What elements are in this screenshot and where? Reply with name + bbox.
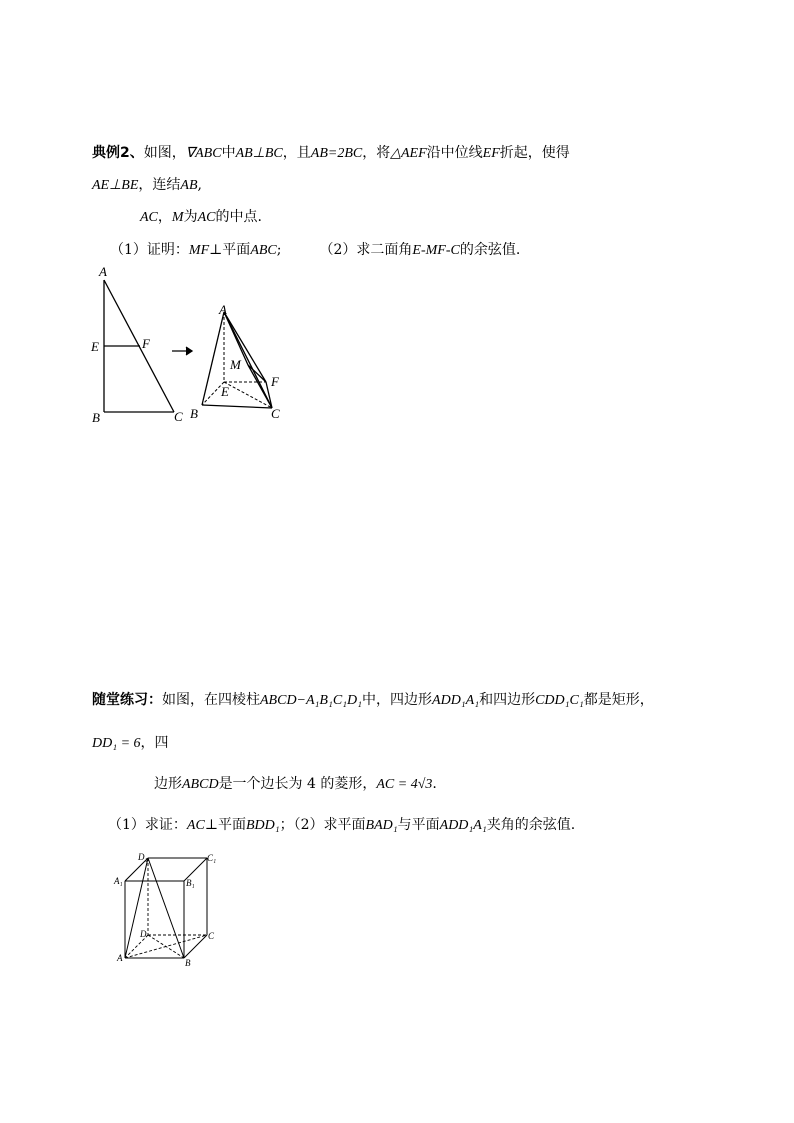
text: 如图，: [143, 145, 186, 161]
text: .: [432, 776, 437, 792]
example2-questions: [110, 240, 520, 261]
label-A: A: [117, 953, 123, 963]
label-E: E: [91, 339, 99, 354]
text: ;: [276, 242, 282, 258]
label-B1: B₁: [186, 878, 195, 888]
math: MF: [188, 243, 210, 258]
text: （1）证明：: [110, 242, 189, 258]
label-A2: A: [219, 302, 227, 317]
text: 为: [183, 209, 198, 225]
practice-questions: [108, 815, 575, 836]
math: AB: [180, 178, 198, 193]
math: AC: [186, 818, 205, 833]
math: AC: [197, 210, 216, 225]
math: CDD₁C₁: [535, 693, 584, 708]
math: DD₁ = 6: [92, 736, 141, 751]
label-F2: F: [271, 374, 279, 389]
text: ，连结: [138, 177, 181, 193]
label-C1: C₁: [207, 853, 217, 863]
text: ；（2）求平面: [279, 817, 366, 833]
math: AE⊥BE: [92, 178, 139, 193]
math: AC: [140, 210, 158, 225]
label-M: M: [230, 357, 241, 372]
label-E2: E: [221, 384, 229, 399]
text: ，且: [282, 145, 311, 161]
text: 中: [221, 145, 236, 161]
label-F: F: [142, 336, 150, 351]
text: ，四: [140, 735, 169, 751]
practice-figure: [110, 848, 225, 970]
text: ，: [157, 209, 172, 225]
math: ∇ABC: [185, 146, 222, 161]
text: （1）求证：: [108, 817, 187, 833]
text: （2）求二面角: [319, 242, 413, 258]
practice-heading: 随堂练习：: [92, 692, 162, 708]
practice-line3: [154, 774, 437, 795]
math: E-MF-C: [412, 243, 460, 258]
text: 和四边形: [479, 692, 536, 708]
label-A: A: [99, 264, 107, 279]
text: 的中点.: [215, 209, 262, 225]
math: BDD₁: [245, 818, 280, 833]
label-D: D: [140, 929, 147, 939]
example2-line2: [92, 175, 202, 196]
math: AB⊥BC: [235, 146, 283, 161]
text: 中，四边形: [362, 692, 433, 708]
text: 与平面: [397, 817, 440, 833]
text: ⊥平面: [209, 242, 251, 258]
example2-line3: [140, 207, 262, 228]
text: 夹角的余弦值.: [486, 817, 576, 833]
math: EF: [482, 146, 500, 161]
math: M: [171, 210, 184, 225]
example2-line1: [92, 143, 570, 164]
label-B: B: [185, 958, 191, 968]
text: 折起，使得: [499, 145, 570, 161]
label-D1: D₁: [138, 852, 148, 862]
text: 沿中位线: [426, 145, 483, 161]
text: 的余弦值.: [459, 242, 521, 258]
label-C2: C: [271, 406, 280, 421]
math: ADD₁A₁: [432, 693, 480, 708]
practice-line1: [92, 690, 654, 711]
text: ，将: [362, 145, 391, 161]
math: AC = 4√3: [376, 777, 433, 792]
label-C: C: [208, 931, 215, 941]
text: ⊥平面: [204, 817, 246, 833]
math: ADD₁A₁: [439, 818, 487, 833]
text: 如图，在四棱柱: [162, 692, 260, 708]
text: ,: [197, 177, 202, 193]
math: ABCD−A₁B₁C₁D₁: [260, 693, 363, 708]
label-A1: A₁: [114, 876, 123, 886]
text: 边形: [154, 776, 182, 792]
text: 是一个边长为 4 的菱形，: [218, 776, 377, 792]
label-B: B: [92, 410, 100, 425]
math: AB=2BC: [310, 146, 363, 161]
math: ABC: [250, 243, 277, 258]
math: △AEF: [390, 146, 427, 161]
example2-heading: 典例2、: [92, 145, 144, 161]
text: 都是矩形，: [583, 692, 654, 708]
math: ABCD: [182, 777, 219, 792]
example2-figure: [88, 262, 298, 430]
label-B2: B: [190, 406, 198, 421]
practice-line2: [92, 733, 169, 754]
math: BAD₁: [365, 818, 398, 833]
label-C: C: [174, 409, 183, 424]
